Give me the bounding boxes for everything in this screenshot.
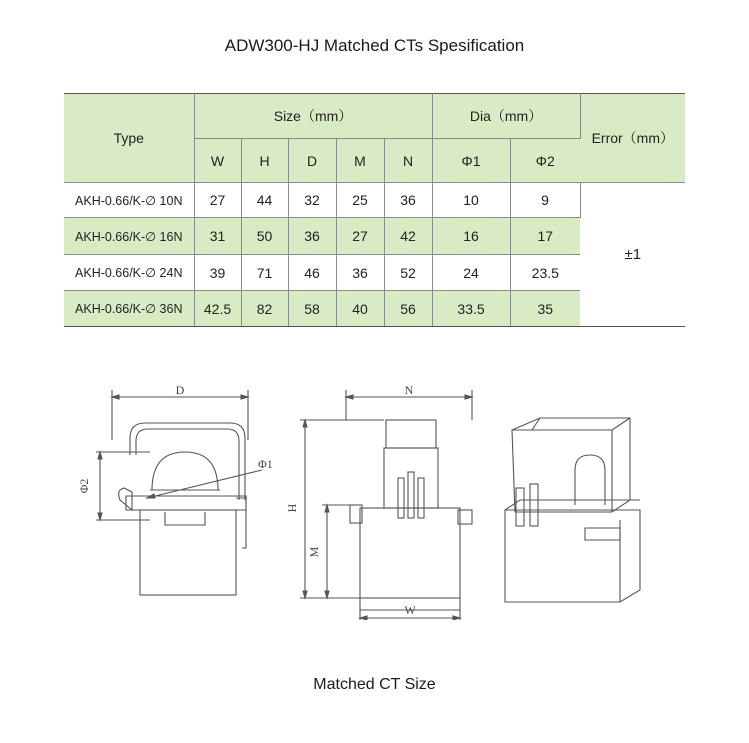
cell-type: AKH-0.66/K-∅ 24N xyxy=(64,255,194,291)
cell-phi2: 9 xyxy=(510,183,580,218)
label-h: H xyxy=(285,503,299,513)
cell-d: 46 xyxy=(288,255,336,291)
label-d: D xyxy=(175,383,185,397)
ct-diagrams xyxy=(0,370,749,620)
label-n: N xyxy=(404,383,414,397)
diagram-caption: Matched CT Size xyxy=(313,676,436,693)
header-dia: Dia（mm） xyxy=(432,94,580,139)
label-w: W xyxy=(404,603,416,617)
cell-phi1: 24 xyxy=(432,255,510,291)
header-error: Error（mm） xyxy=(580,94,685,183)
cell-n: 52 xyxy=(384,255,432,291)
cell-type: AKH-0.66/K-∅ 36N xyxy=(64,291,194,327)
cell-n: 42 xyxy=(384,218,432,255)
cell-m: 27 xyxy=(336,218,384,255)
label-phi2: Φ2 xyxy=(77,478,91,494)
cell-type: AKH-0.66/K-∅ 10N xyxy=(64,183,194,218)
cell-d: 58 xyxy=(288,291,336,327)
cell-w: 27 xyxy=(194,183,241,218)
cell-h: 50 xyxy=(241,218,288,255)
header-m: M xyxy=(336,139,384,183)
header-h: H xyxy=(241,139,288,183)
table-row xyxy=(64,183,685,218)
header-w: W xyxy=(194,139,241,183)
header-phi2: Φ2 xyxy=(510,139,580,183)
cell-phi1: 16 xyxy=(432,218,510,255)
cell-error: ±1 xyxy=(580,183,685,327)
side-view-drawing xyxy=(300,390,472,620)
cell-m: 25 xyxy=(336,183,384,218)
cell-n: 56 xyxy=(384,291,432,327)
header-n: N xyxy=(384,139,432,183)
cell-n: 36 xyxy=(384,183,432,218)
cell-phi2: 23.5 xyxy=(510,255,580,291)
cell-w: 31 xyxy=(194,218,241,255)
page-title: ADW300-HJ Matched CTs Spesification xyxy=(224,36,525,55)
header-type: Type xyxy=(64,94,194,183)
cell-m: 40 xyxy=(336,291,384,327)
header-d: D xyxy=(288,139,336,183)
cell-w: 42.5 xyxy=(194,291,241,327)
perspective-view-drawing xyxy=(505,418,640,602)
cell-h: 82 xyxy=(241,291,288,327)
cell-d: 32 xyxy=(288,183,336,218)
spec-table xyxy=(64,93,685,327)
label-m: M xyxy=(307,546,321,558)
cell-h: 44 xyxy=(241,183,288,218)
cell-h: 71 xyxy=(241,255,288,291)
cell-phi2: 17 xyxy=(510,218,580,255)
front-view-drawing xyxy=(96,390,262,595)
label-phi1: Φ1 xyxy=(258,457,273,471)
cell-phi1: 10 xyxy=(432,183,510,218)
cell-type: AKH-0.66/K-∅ 16N xyxy=(64,218,194,255)
cell-w: 39 xyxy=(194,255,241,291)
cell-phi2: 35 xyxy=(510,291,580,327)
header-phi1: Φ1 xyxy=(432,139,510,183)
header-size: Size（mm） xyxy=(194,94,432,139)
cell-phi1: 33.5 xyxy=(432,291,510,327)
cell-m: 36 xyxy=(336,255,384,291)
cell-d: 36 xyxy=(288,218,336,255)
